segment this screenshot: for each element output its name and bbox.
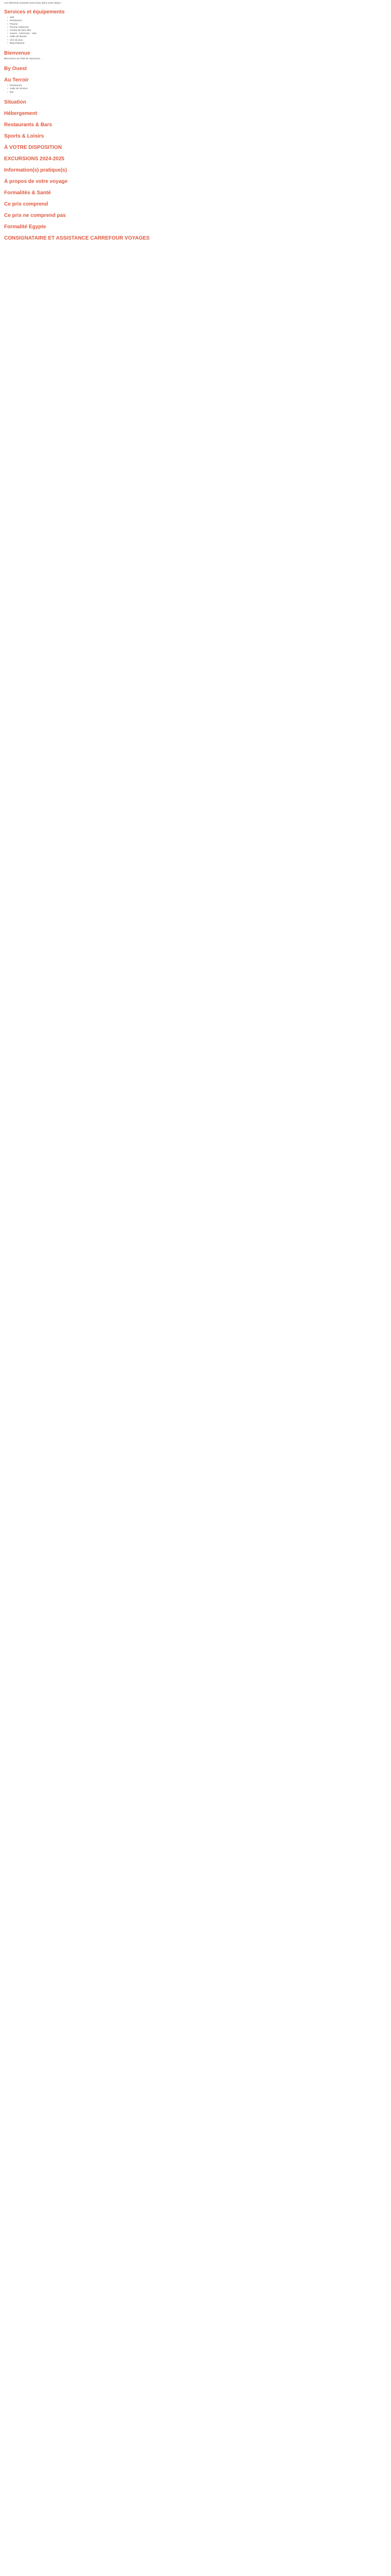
section-title-info: Information(s) pratique(s) — [4, 167, 67, 173]
section-title-conditions: CONSIGNATAIRE ET ASSISTANCE CARREFOUR VOYAGES — [4, 235, 150, 241]
list-item: • Piscine intérieure — [7, 26, 387, 29]
equipements-list — [7, 16, 387, 45]
section-title-equipements: Services et équipements — [4, 9, 65, 15]
list-item: • Piscine — [7, 23, 387, 26]
section-title-formalites: Formalités & Santé — [4, 190, 51, 196]
section-title-formalite-egypte: Formalité Egypte — [4, 224, 46, 230]
list-item: • Blanchisserie — [7, 42, 387, 45]
section-title-ne-comprend: Ce prix ne comprend pas — [4, 212, 66, 218]
section-title-disposition: À VOTRE DISPOSITION — [4, 144, 62, 150]
section-title-ouest: By Ouest — [4, 66, 27, 72]
section-title-sports: Sports & Loisirs — [4, 133, 44, 139]
list-item: • Bar — [7, 91, 387, 94]
list-item: • Salle de réunion — [7, 88, 387, 91]
list-item: • Restaurant — [7, 84, 387, 88]
section-title-bienvenue: Bienvenue — [4, 50, 30, 57]
list-item: • Wifi — [7, 16, 387, 20]
list-item: • Restaurant — [7, 20, 387, 23]
section-title-ce-prix: Ce prix comprend — [4, 201, 48, 207]
bienvenue-text: Bienvenue au Club de Vacances ... — [4, 58, 43, 61]
document-page — [0, 0, 391, 246]
list-item: • Salle de fitness — [7, 36, 387, 39]
list-item: • Centre de bien-être — [7, 29, 387, 32]
section-title-excursions: EXCURSIONS 2024-2025 — [4, 156, 64, 162]
list-item: • Sauna - Hammam - Spa — [7, 32, 387, 36]
section-title-restaurants: Restaurants & Bars — [4, 122, 52, 128]
section-title-hebergement: Hébergement — [4, 110, 37, 116]
section-title-situation: Situation — [4, 99, 26, 105]
list-item: • Aire de jeux — [7, 39, 387, 42]
terroir-list — [7, 84, 387, 94]
intro-text: Les éléments suivants sont inclus dans votre séjour : — [4, 2, 62, 5]
section-title-terroir: Au Terroir — [4, 77, 29, 83]
section-title-apropos: À propos de votre voyage — [4, 178, 68, 184]
